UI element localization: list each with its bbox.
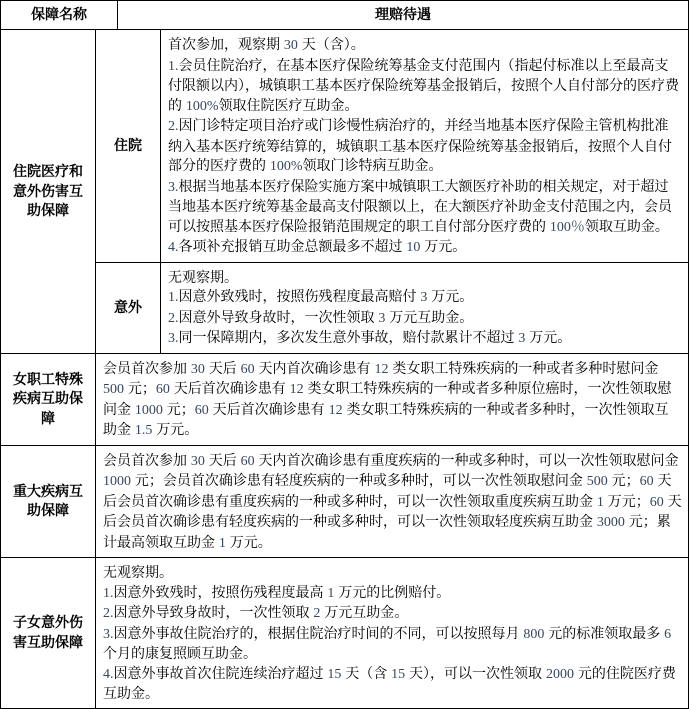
numeric-value: 12 xyxy=(328,402,343,418)
hospital-accident-subrows xyxy=(96,30,688,353)
numeric-value: 15 xyxy=(391,666,406,682)
numeric-value: 3 xyxy=(518,331,526,346)
paragraph: 3.因意外事故住院治疗的，根据住院治疗时间的不同，可以按照每月 800 元的标准领取最多 6 个月的康复照顾互助金。 xyxy=(103,624,672,661)
numeric-value: 60 xyxy=(240,361,255,377)
column-header-benefit-name: 保障名称 xyxy=(1,1,118,29)
paragraph: 无观察期。 xyxy=(168,268,238,285)
accident-benefit-text xyxy=(161,263,688,353)
paragraph: 1.因意外致残时，按照伤残程度最高赔付 3 万元。 xyxy=(168,288,474,305)
numeric-value: 3. xyxy=(168,331,179,346)
numeric-value: 3 xyxy=(420,290,428,305)
female-special-disease-benefit-text xyxy=(96,354,688,445)
numeric-value: 1.5 xyxy=(134,423,153,438)
row-label-female-special-disease: 女职工特殊疾病互助保障 xyxy=(1,354,96,445)
numeric-value: 3 xyxy=(378,310,386,326)
numeric-value: 60 xyxy=(194,402,209,418)
numeric-value: 60 xyxy=(240,453,255,469)
row-label-child-accident: 子女意外伤害互助保障 xyxy=(1,558,96,708)
numeric-value: 1. xyxy=(103,585,114,601)
numeric-value: 3. xyxy=(103,626,114,642)
paragraph: 4.各项补充报销互助金总额最多不超过 10 万元。 xyxy=(168,238,467,255)
numeric-value: 10 xyxy=(406,240,421,255)
numeric-value: 2. xyxy=(168,119,179,134)
numeric-value: 2000 xyxy=(545,666,574,682)
numeric-value: 2. xyxy=(168,310,179,326)
numeric-value: 30 xyxy=(190,453,205,469)
numeric-value: 800 xyxy=(523,626,545,642)
subrow-label-hospitalization: 住院 xyxy=(96,30,161,262)
numeric-value: 100% xyxy=(185,98,219,114)
numeric-value: 100％ xyxy=(549,219,585,235)
numeric-value: 4. xyxy=(168,240,179,255)
numeric-value: 500 xyxy=(586,474,608,489)
row-label-major-disease: 重大疾病互助保障 xyxy=(1,446,96,558)
row-label-hospital-accident: 住院医疗和意外伤害互助保障 xyxy=(1,30,96,353)
numeric-value: 3000 xyxy=(596,515,625,530)
child-accident-benefit-text xyxy=(96,558,688,708)
paragraph: 1.会员住院治疗，在基本医疗保险统筹基金支付范围内（指起付标准以上至最高支付限额以内），城镇职工基本医疗保险统筹基金报销后，按照个人自付部分的医疗费的 100%领取住院医疗互助金。 xyxy=(168,56,679,114)
table-row-child-accident xyxy=(1,558,688,708)
numeric-value: 30 xyxy=(190,361,205,377)
numeric-value: 1 xyxy=(327,585,335,601)
numeric-value: 6 xyxy=(664,626,672,642)
numeric-value: 60 xyxy=(649,494,664,510)
numeric-value: 1 xyxy=(596,494,604,510)
paragraph: 会员首次参加 30 天后 60 天内首次确诊患有重度疾病的一种或多种时，可以一次性领取慰问金 1000 元；会员首次确诊患有轻度疾病的一种或多种时，可以一次性领取慰问金 500 元；60 天后会员首次确诊患有重度疾病的一种或多种时，可以一次性领取重度疾病互助金 1 万元；60 天后会员首次确诊患有轻度疾病的一种或多种时，可以一次性领取轻度疾病互助金 3000 元；累计最高领取互助金 1 万元。 xyxy=(103,451,682,551)
subrow-hospitalization xyxy=(96,30,688,263)
numeric-value: 3. xyxy=(168,179,179,195)
paragraph: 4.因意外事故首次住院连续治疗超过 15 天（含 15 天），可以一次性领取 2000 元的住院医疗费互助金。 xyxy=(103,664,676,701)
numeric-value: 4. xyxy=(103,666,114,682)
numeric-value: 1000 xyxy=(134,402,163,418)
numeric-value: 1. xyxy=(168,290,179,305)
numeric-value: 500 xyxy=(103,382,124,397)
column-header-claim-benefits: 理赔待遇 xyxy=(375,6,431,23)
table-row-female-special-disease xyxy=(1,354,688,446)
paragraph: 会员首次参加 30 天后 60 天内首次确诊患有 12 类女职工特殊疾病的一种或者多种时慰问金 500 元；60 天后首次确诊患有 12 类女职工特殊疾病的一种或者多种原位癌时，一次性领取慰问金 1000 元；60 天后首次确诊患有 12 类女职工特殊疾病的一种或者多种时，一次性领取互助金 1.5 万元。 xyxy=(103,359,672,438)
table-header-row xyxy=(1,1,688,30)
numeric-value: 60 xyxy=(155,382,170,397)
numeric-value: 1 xyxy=(218,535,226,551)
paragraph: 首次参加，观察期 30 天（含）。 xyxy=(168,36,365,53)
paragraph: 2.因意外导致身故时，一次性领取 3 万元互助金。 xyxy=(168,308,474,326)
paragraph: 1.因意外致残时，按照伤残程度最高 1 万元的比例赔付。 xyxy=(103,583,451,601)
numeric-value: 1000 xyxy=(103,474,131,489)
subrow-label-accident: 意外 xyxy=(96,263,161,353)
paragraph: 2.因意外导致身故时，一次性领取 2 万元互助金。 xyxy=(103,604,409,621)
paragraph: 无观察期。 xyxy=(103,564,173,580)
table-row-major-disease xyxy=(1,446,688,559)
numeric-value: 12 xyxy=(374,361,389,377)
paragraph: 2.因门诊特定项目治疗或门诊慢性病治疗的，并经当地基本医疗保险主管机构批准纳入基本医疗统筹结算的，城镇职工基本医疗保险统筹基金报销后，按照个人自付部分的医疗费的 100%领取门诊特病互助金。 xyxy=(168,117,672,174)
numeric-value: 1. xyxy=(168,58,179,74)
table-row-hospital-accident xyxy=(1,30,688,354)
numeric-value: 60 xyxy=(639,474,654,489)
numeric-value: 15 xyxy=(327,666,342,682)
numeric-value: 30 xyxy=(283,38,298,53)
numeric-value: 100% xyxy=(269,159,303,174)
hospitalization-benefit-text xyxy=(161,30,688,262)
numeric-value: 2. xyxy=(103,606,114,621)
subrow-accident xyxy=(96,263,688,353)
paragraph: 3.根据当地基本医疗保险实施方案中城镇职工大额医疗补助的相关规定，对于超过当地基本医疗统筹基金最高支付限额以上，在大额医疗补助金支付范围之内，会员可以按照基本医疗保险报销范围规定的职工自付部分医疗费的 100％领取互助金。 xyxy=(168,177,672,235)
paragraph: 3.同一保障期内，多次发生意外事故，赔付款累计不超过 3 万元。 xyxy=(168,329,572,346)
numeric-value: 12 xyxy=(289,382,304,397)
major-disease-benefit-text xyxy=(96,446,688,558)
numeric-value: 2 xyxy=(313,606,321,621)
